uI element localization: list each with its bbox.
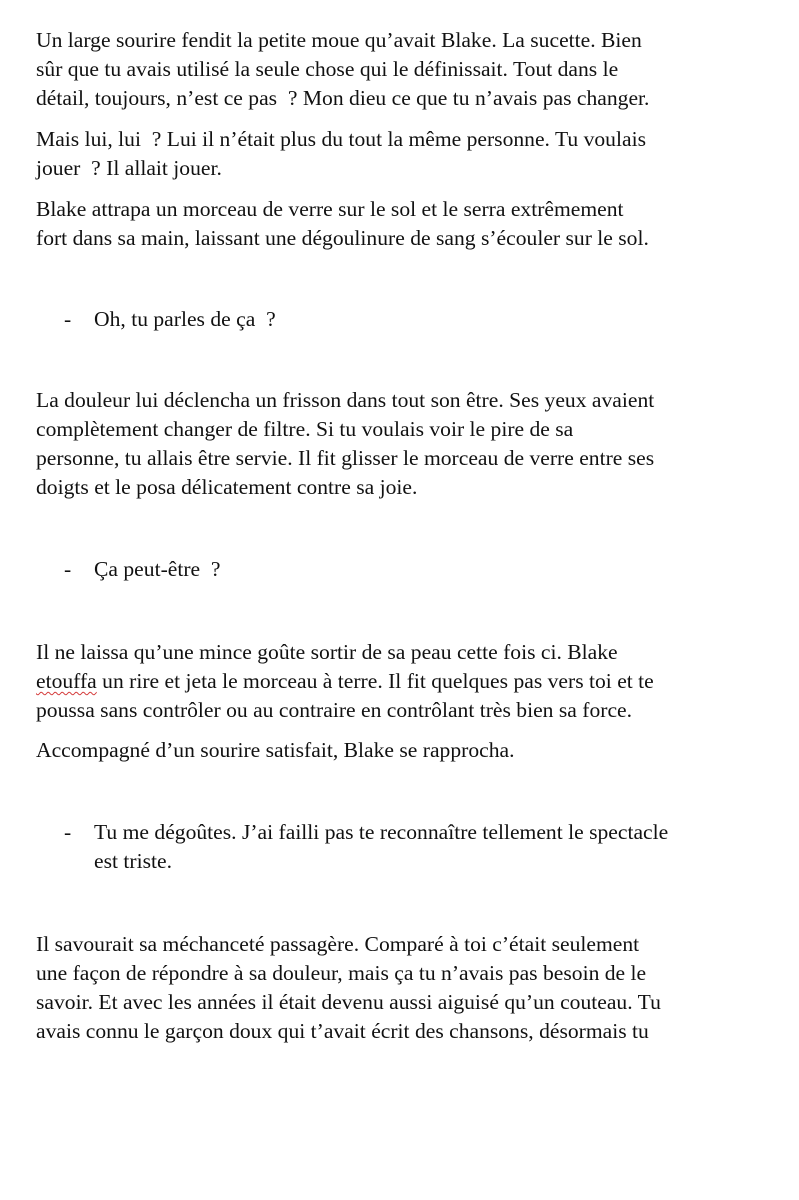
text-line: détail, toujours, n’est ce pas ? Mon dieu ce que tu n’avais pas changer. <box>36 86 650 110</box>
document-body <box>36 26 770 1046</box>
text-line: avais connu le garçon doux qui t’avait écrit des chansons, désormais tu <box>36 1019 649 1043</box>
text-line: poussa sans contrôler ou au contraire en contrôlant très bien sa force. <box>36 698 633 722</box>
text-line: complètement changer de filtre. Si tu voulais voir le pire de sa <box>36 417 574 441</box>
dialogue-dash: - <box>64 307 72 331</box>
paragraph-7 <box>36 930 770 1046</box>
text-line: Oh, tu parles de ça ? <box>94 307 276 331</box>
paragraph-5 <box>36 638 770 725</box>
text-line: personne, tu allais être servie. Il fit glisser le morceau de verre entre ses <box>36 446 655 470</box>
text-line: Tu me dégoûtes. J’ai failli pas te reconnaître tellement le spectacle <box>94 820 669 844</box>
text-line: une façon de répondre à sa douleur, mais ça tu n’avais pas besoin de le <box>36 961 647 985</box>
text-line: Mais lui, lui ? Lui il n’était plus du tout la même personne. Tu voulais <box>36 127 646 151</box>
text-line: doigts et le posa délicatement contre sa joie. <box>36 475 418 499</box>
dialogue-dash: - <box>64 820 72 844</box>
text-line: Blake attrapa un morceau de verre sur le sol et le serra extrêmement <box>36 197 624 221</box>
dialogue-line-1 <box>36 305 770 334</box>
dialogue-line-2 <box>36 555 770 584</box>
text-line: Accompagné d’un sourire satisfait, Blake se rapprocha. <box>36 738 515 762</box>
paragraph-4 <box>36 386 770 502</box>
text-line: sûr que tu avais utilisé la seule chose qui le définissait. Tout dans le <box>36 57 619 81</box>
text-line: est triste. <box>94 849 172 873</box>
paragraph-2 <box>36 125 770 183</box>
text-run: un rire et jeta le morceau à terre. Il fit quelques pas vers toi et te <box>96 669 654 693</box>
paragraph-1 <box>36 26 770 113</box>
text-line: Il savourait sa méchanceté passagère. Comparé à toi c’était seulement <box>36 932 640 956</box>
text-line: fort dans sa main, laissant une dégoulinure de sang s’écouler sur le sol. <box>36 226 649 250</box>
text-line: Il ne laissa qu’une mince goûte sortir de sa peau cette fois ci. Blake <box>36 640 618 664</box>
dialogue-line-3 <box>36 818 770 876</box>
text-line: Ça peut-être ? <box>94 557 221 581</box>
text-line: La douleur lui déclencha un frisson dans tout son être. Ses yeux avaient <box>36 388 655 412</box>
text-line: Un large sourire fendit la petite moue qu’avait Blake. La sucette. Bien <box>36 28 642 52</box>
paragraph-6 <box>36 736 770 765</box>
text-line <box>36 667 770 696</box>
text-line: jouer ? Il allait jouer. <box>36 156 222 180</box>
dialogue-dash: - <box>64 557 72 581</box>
text-line: savoir. Et avec les années il était devenu aussi aiguisé qu’un couteau. Tu <box>36 990 661 1014</box>
paragraph-3 <box>36 195 770 253</box>
spellcheck-flagged-word[interactable]: etouffa <box>36 669 97 693</box>
